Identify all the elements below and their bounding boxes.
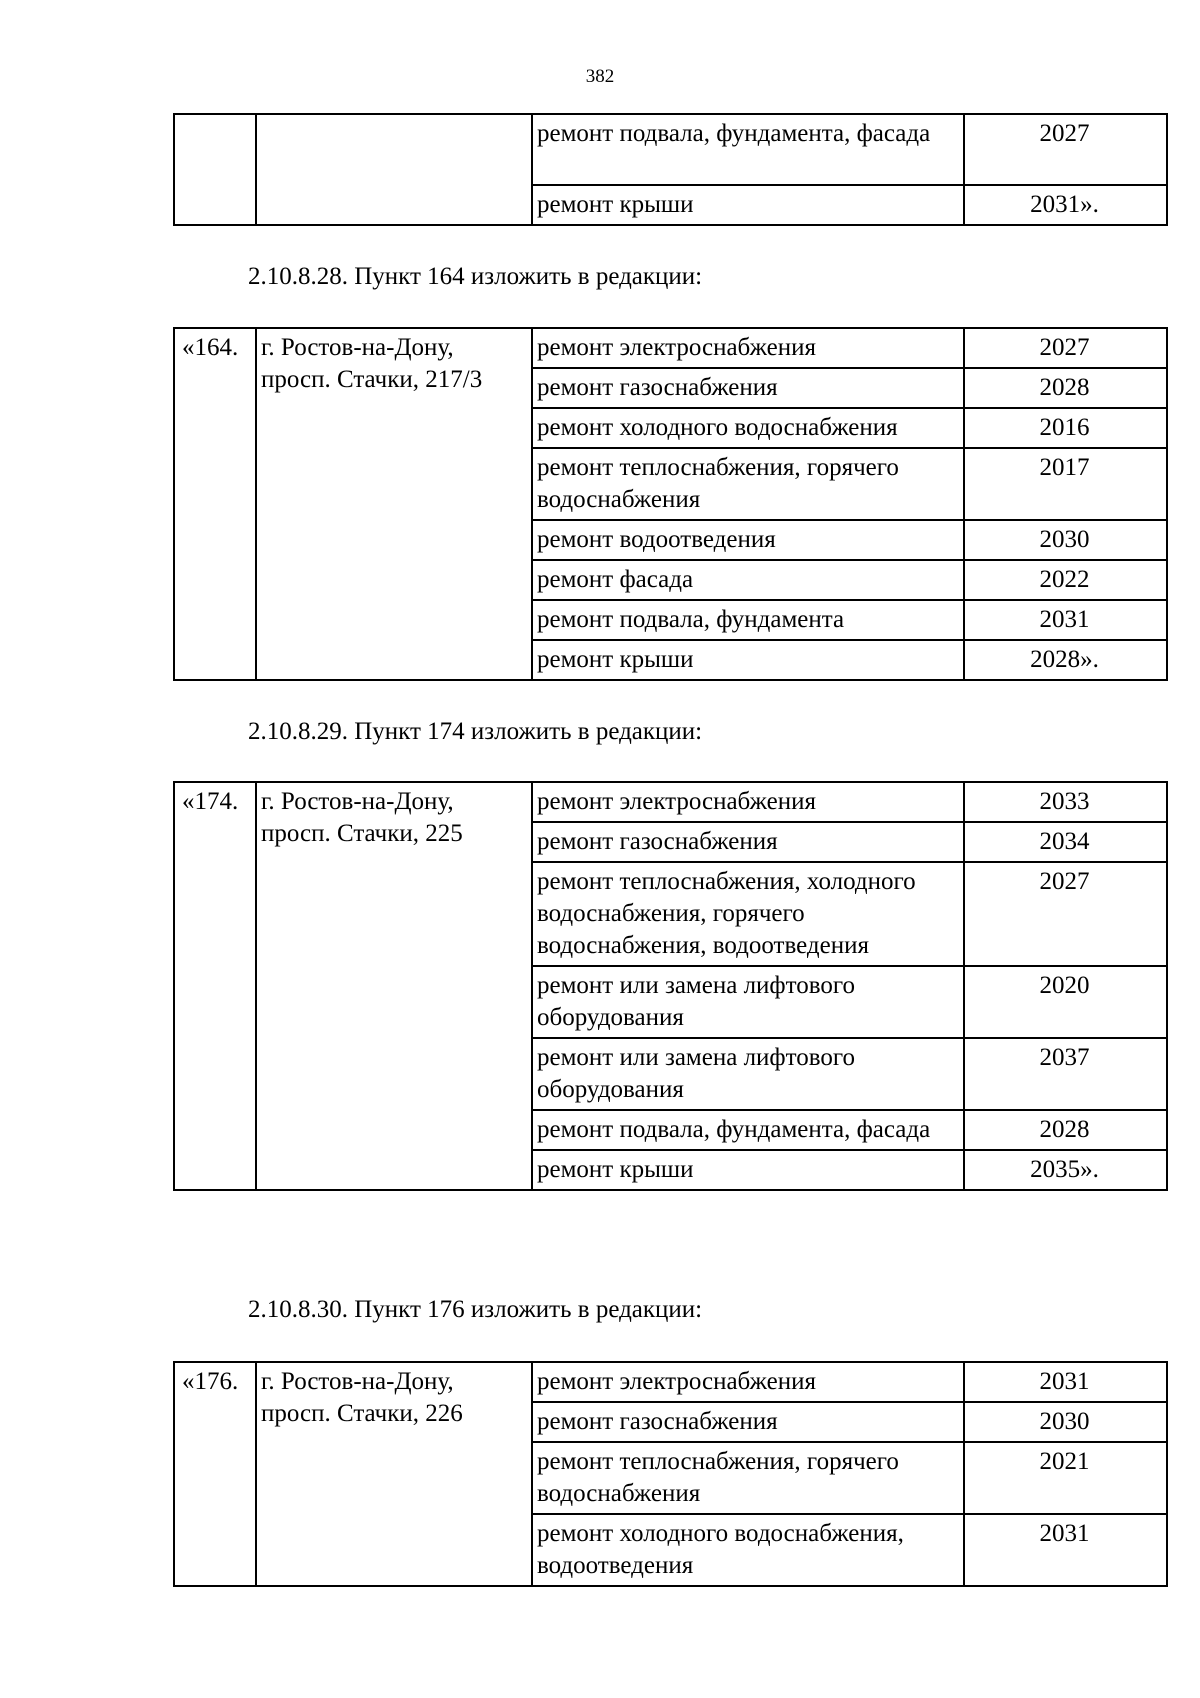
address-cell: г. Ростов-на-Дону, просп. Стачки, 217/3 [256, 328, 532, 680]
year-cell: 2030 [964, 520, 1167, 560]
works-table-164 [173, 327, 1168, 681]
table-row [174, 782, 1167, 822]
year-cell: 2035». [964, 1150, 1167, 1190]
year-cell: 2022 [964, 560, 1167, 600]
year-cell: 2031». [964, 185, 1167, 225]
work-cell: ремонт газоснабжения [532, 368, 964, 408]
table-row [174, 328, 1167, 368]
work-cell: ремонт электроснабжения [532, 782, 964, 822]
year-cell: 2033 [964, 782, 1167, 822]
year-cell: 2037 [964, 1038, 1167, 1110]
work-cell: ремонт газоснабжения [532, 1402, 964, 1442]
year-cell: 2027 [964, 328, 1167, 368]
work-cell: ремонт крыши [532, 1150, 964, 1190]
works-table-174 [173, 781, 1168, 1191]
work-cell: ремонт или замена лифтового оборудования [532, 966, 964, 1038]
work-cell: ремонт теплоснабжения, холодного водоснабжения, горячего водоснабжения, водоотведения [532, 862, 964, 966]
year-cell: 2028 [964, 368, 1167, 408]
section-heading-164: 2.10.8.28. Пункт 164 изложить в редакции: [248, 263, 703, 290]
item-number-cell: «174. [174, 782, 256, 1190]
work-cell: ремонт подвала, фундамента, фасада [532, 114, 964, 185]
item-number-cell: «176. [174, 1362, 256, 1586]
year-cell: 2031 [964, 1514, 1167, 1586]
address-cell: г. Ростов-на-Дону, просп. Стачки, 225 [256, 782, 532, 1190]
year-cell: 2020 [964, 966, 1167, 1038]
work-cell: ремонт холодного водоснабжения [532, 408, 964, 448]
work-cell: ремонт подвала, фундамента [532, 600, 964, 640]
year-cell: 2021 [964, 1442, 1167, 1514]
year-cell: 2030 [964, 1402, 1167, 1442]
work-cell: ремонт или замена лифтового оборудования [532, 1038, 964, 1110]
work-cell: ремонт фасада [532, 560, 964, 600]
works-table-continuation [173, 113, 1168, 226]
year-cell: 2027 [964, 114, 1167, 185]
work-cell: ремонт теплоснабжения, горячего водоснабжения [532, 448, 964, 520]
work-cell: ремонт водоотведения [532, 520, 964, 560]
address-cell: г. Ростов-на-Дону, просп. Стачки, 226 [256, 1362, 532, 1586]
year-cell: 2028». [964, 640, 1167, 680]
work-cell: ремонт электроснабжения [532, 1362, 964, 1402]
table-row [174, 114, 1167, 185]
year-cell: 2031 [964, 1362, 1167, 1402]
work-cell: ремонт теплоснабжения, горячего водоснабжения [532, 1442, 964, 1514]
work-cell: ремонт холодного водоснабжения, водоотведения [532, 1514, 964, 1586]
year-cell: 2034 [964, 822, 1167, 862]
year-cell: 2028 [964, 1110, 1167, 1150]
work-cell: ремонт крыши [532, 640, 964, 680]
year-cell: 2027 [964, 862, 1167, 966]
work-cell: ремонт крыши [532, 185, 964, 225]
section-heading-174: 2.10.8.29. Пункт 174 изложить в редакции: [248, 718, 703, 745]
table-row [174, 1362, 1167, 1402]
section-heading-176: 2.10.8.30. Пункт 176 изложить в редакции: [248, 1296, 703, 1323]
page-number: 382 [585, 66, 615, 87]
item-number-cell: «164. [174, 328, 256, 680]
year-cell: 2017 [964, 448, 1167, 520]
item-number-cell [174, 114, 256, 225]
year-cell: 2031 [964, 600, 1167, 640]
work-cell: ремонт подвала, фундамента, фасада [532, 1110, 964, 1150]
work-cell: ремонт электроснабжения [532, 328, 964, 368]
year-cell: 2016 [964, 408, 1167, 448]
work-cell: ремонт газоснабжения [532, 822, 964, 862]
works-table-176 [173, 1361, 1168, 1587]
address-cell [256, 114, 532, 225]
